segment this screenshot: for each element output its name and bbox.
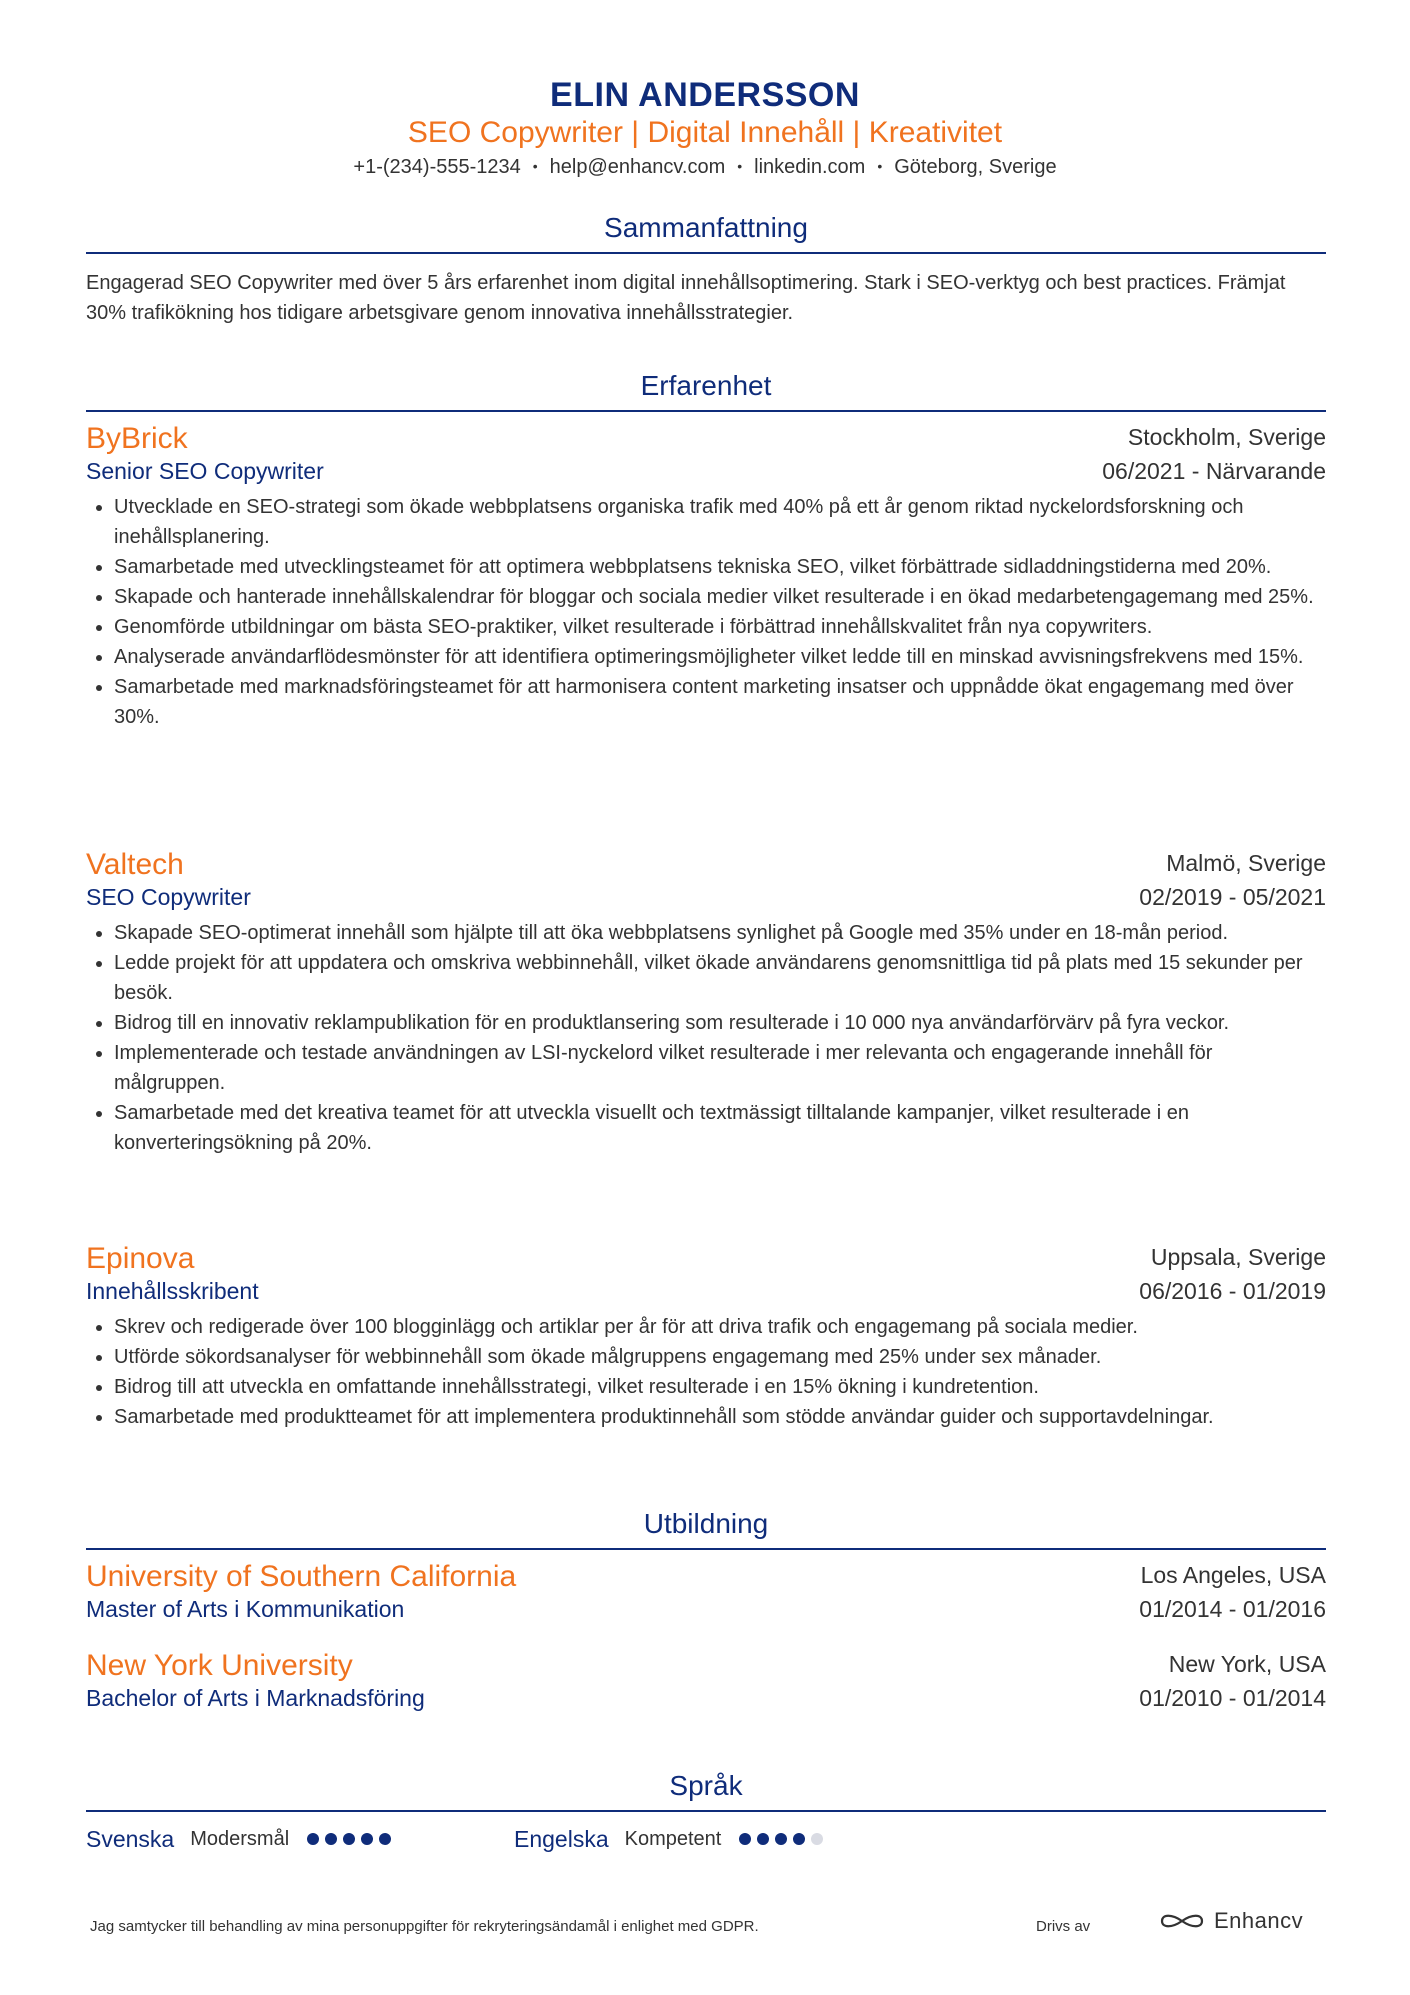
proficiency-dot-filled <box>343 1833 355 1845</box>
list-item: Skapade och hanterade innehållskalendrar för bloggar och sociala medier vilket resulterade i en ökad medarbetengagemang med 25%. <box>86 582 1326 612</box>
contact-location: Göteborg, Sverige <box>894 156 1057 178</box>
proficiency-dot-empty <box>811 1833 823 1845</box>
job-dates: 02/2019 - 05/2021 <box>1139 884 1326 910</box>
list-item: Implementerade och testade användningen av LSI-nyckelord vilket resulterade i mer relevanta och engagerande innehåll för målgruppen. <box>86 1038 1326 1098</box>
language-name: Engelska <box>514 1825 609 1852</box>
company-name: Valtech <box>86 848 184 881</box>
section-title-education: Utbildning <box>643 1508 769 1539</box>
company-name: Epinova <box>86 1242 195 1275</box>
school-name: University of Southern California <box>86 1560 517 1593</box>
job-title: SEO Copywriter <box>86 884 251 910</box>
proficiency-dot-filled <box>775 1833 787 1845</box>
list-item: Skapade SEO-optimerat innehåll som hjälpte till att öka webbplatsens synlighet på Google med 35% under en 18-mån period. <box>86 918 1326 948</box>
job-title: Senior SEO Copywriter <box>86 458 324 484</box>
education-dates: 01/2014 - 01/2016 <box>1139 1596 1326 1622</box>
contact-line <box>0 156 1410 179</box>
proficiency-dot-filled <box>379 1833 391 1845</box>
contact-email: help@enhancv.com <box>549 156 726 178</box>
company-location: Malmö, Sverige <box>1166 850 1326 876</box>
education-dates: 01/2010 - 01/2014 <box>1139 1685 1326 1711</box>
company-name: ByBrick <box>86 422 188 455</box>
proficiency-dots <box>739 1833 823 1845</box>
proficiency-dot-filled <box>325 1833 337 1845</box>
list-item: Utvecklade en SEO-strategi som ökade webbplatsens organiska trafik med 40% på ett år genom riktad nyckelordsforskning och inehållsplanering. <box>86 492 1326 552</box>
language-name: Svenska <box>86 1825 175 1852</box>
language-item <box>514 1824 823 1854</box>
list-item: Samarbetade med marknadsföringsteamet för att harmonisera content marketing insatser och uppnådde ökat engagemang med över 30%. <box>86 672 1326 732</box>
section-divider <box>86 410 1326 412</box>
list-item: Skrev och redigerade över 100 blogginlägg och artiklar per år för att driva trafik och engagemang på sociala medier. <box>86 1312 1326 1342</box>
list-item: Samarbetade med produktteamet för att implementera produktinnehåll som stödde användar guider och supportavdelningar. <box>86 1402 1326 1432</box>
separator-dot: • <box>877 158 883 174</box>
list-item: Utförde sökordsanalyser för webbinnehåll som ökade målgruppens engagemang med 25% under sex månader. <box>86 1342 1326 1372</box>
contact-linkedin: linkedin.com <box>754 156 866 178</box>
list-item: Ledde projekt för att uppdatera och omskriva webbinnehåll, vilket ökade användarens genomsnittliga tid på plats med 15 sekunder per besök. <box>86 948 1326 1008</box>
summary-text: Engagerad SEO Copywriter med över 5 års erfarenhet inom digital innehållsoptimering. Stark i SEO-verktyg och best practices. Främjat 30% trafikökning hos tidigare arbetsgivare genom innovativa innehållsstrategier. <box>86 272 1286 324</box>
section-divider <box>86 252 1326 254</box>
education-entry <box>86 1560 1326 1630</box>
section-title-experience: Erfarenhet <box>640 370 772 401</box>
proficiency-dots <box>307 1833 391 1845</box>
proficiency-dot-filled <box>307 1833 319 1845</box>
company-location: Uppsala, Sverige <box>1150 1244 1326 1270</box>
brand-name: Enhancv <box>1214 1908 1304 1933</box>
candidate-name: ELIN ANDERSSON <box>550 76 860 114</box>
language-level: Kompetent <box>624 1827 722 1850</box>
gdpr-consent: Jag samtycker till behandling av mina personuppgifter för rekryteringsändamål i enlighet med GDPR. <box>90 1918 759 1935</box>
list-item: Samarbetade med det kreativa teamet för att utveckla visuellt och textmässigt tilltalande kampanjer, vilket resulterade i en konverteringsökning på 20%. <box>86 1098 1326 1158</box>
enhancv-logo[interactable] <box>1158 1908 1303 1934</box>
education-entry <box>86 1649 1326 1719</box>
school-location: Los Angeles, USA <box>1140 1562 1326 1588</box>
job-dates: 06/2021 - Närvarande <box>1102 458 1326 484</box>
school-location: New York, USA <box>1168 1651 1326 1677</box>
list-item: Analyserade användarflödesmönster för att identifiera optimeringsmöjligheter vilket ledde till en minskad avvisningsfrekvens med 15%. <box>86 642 1326 672</box>
enhancv-logo-icon <box>1158 1909 1206 1933</box>
experience-entry <box>86 1242 1326 1432</box>
list-item: Genomförde utbildningar om bästa SEO-praktiker, vilket resulterade i förbättrad innehållskvalitet från nya copywriters. <box>86 612 1326 642</box>
candidate-headline: SEO Copywriter | Digital Innehåll | Kreativitet <box>407 116 1003 149</box>
company-location: Stockholm, Sverige <box>1127 424 1326 450</box>
section-divider <box>86 1810 1326 1812</box>
degree: Bachelor of Arts i Marknadsföring <box>86 1685 425 1711</box>
job-title: Innehållsskribent <box>86 1278 259 1304</box>
section-divider <box>86 1548 1326 1550</box>
section-title-summary: Sammanfattning <box>604 212 808 243</box>
experience-entry <box>86 848 1326 1158</box>
contact-phone: +1-(234)-555-1234 <box>353 156 521 178</box>
experience-entry <box>86 422 1326 732</box>
list-item: Samarbetade med utvecklingsteamet för att optimera webbplatsens tekniska SEO, vilket förbättrade sidladdningstiderna med 20%. <box>86 552 1326 582</box>
separator-dot: • <box>737 158 743 174</box>
school-name: New York University <box>86 1649 353 1682</box>
proficiency-dot-filled <box>739 1833 751 1845</box>
achievement-list <box>86 492 1326 732</box>
separator-dot: • <box>532 158 538 174</box>
achievement-list <box>86 1312 1326 1432</box>
language-item <box>86 1824 391 1854</box>
proficiency-dot-filled <box>757 1833 769 1845</box>
achievement-list <box>86 918 1326 1158</box>
job-dates: 06/2016 - 01/2019 <box>1139 1278 1326 1304</box>
proficiency-dot-filled <box>361 1833 373 1845</box>
list-item: Bidrog till att utveckla en omfattande innehållsstrategi, vilket resulterade i en 15% ökning i kundretention. <box>86 1372 1326 1402</box>
language-level: Modersmål <box>190 1827 290 1850</box>
section-title-languages: Språk <box>669 1770 743 1801</box>
powered-by-label: Drivs av <box>1036 1918 1091 1935</box>
list-item: Bidrog till en innovativ reklampublikation för en produktlansering som resulterade i 10 000 nya användarförvärv på fyra veckor. <box>86 1008 1326 1038</box>
proficiency-dot-filled <box>793 1833 805 1845</box>
degree: Master of Arts i Kommunikation <box>86 1596 405 1622</box>
